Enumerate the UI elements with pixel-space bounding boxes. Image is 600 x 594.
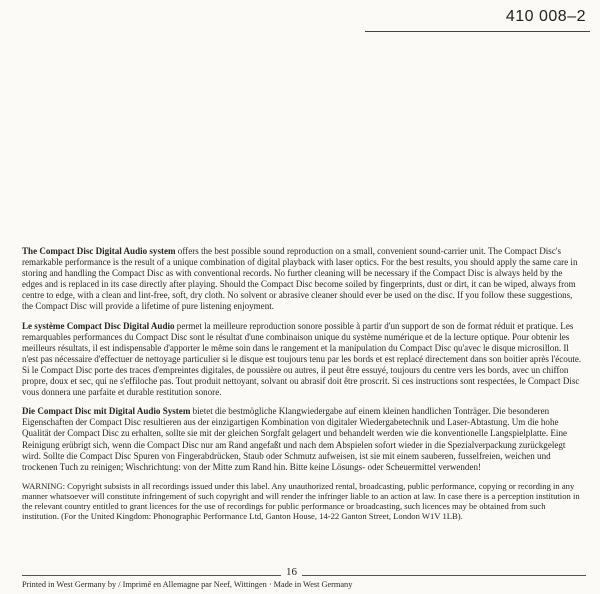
lead-english: The Compact Disc Digital Audio system [22, 246, 176, 256]
paragraph-french [22, 321, 584, 399]
lead-german: Die Compact Disc mit Digital Audio System [22, 406, 191, 417]
printer-imprint: Printed in West Germany by / Imprimé en Allemagne par Neef, Wittingen · Made in West Germany [22, 580, 353, 589]
body-french: permet la meilleure reproduction sonore possible à partir d'un support de son de format réduit et pratique. Les remarquables performances du Compact Disc sont le résultat d'une combinaison unique du système numérique et de la lecture optique. Pour obtenir les meilleurs résultats, il est indispensable d'apporter le même soin dans le rangement et la manipulation du Compact Disc qu'avec le disque microsillon. Il n'est pas nécessaire d'effectuer de nettoyage particulier si le disque est toujours tenu par les bords et est replacé directement dans son boitier après l'écoute. Si le Compact Disc porte des traces d'empreintes digitales, de poussière ou autres, il peut être essuyé, toujours du centre vers les bords, avec un chiffon propre, doux et sec, qui ne s'effiloche pas. Tout produit nettoyant, solvant ou abrasif doit être proscrit. Si ces instructions sont respectées, le Compact Disc vous donnera une parfaite et durable restitution sonore. [22, 320, 582, 398]
paragraph-german [22, 406, 584, 473]
footer-rule [22, 575, 586, 576]
page-number: 16 [281, 566, 302, 579]
lead-french: Le système Compact Disc Digital Audio [22, 320, 175, 331]
copyright-warning: WARNING: Copyright subsists in all recordings issued under this label. Any unauthorized rental, broadcasting, public performance, copying or recording in any manner whatsoever will constitute infringement of such copyright and will render the infringer liable to an action at law. In case there is a perception institution in the relevant country entitled to grant licences for the use of recordings for public performance or broadcasting, such licences may be obtained from such institution. (For the United Kingdom: Phonographic Performance Ltd, Ganton House, 14-22 Ganton Street, London W1V 1LB). [22, 480, 580, 522]
catalog-number: 410 008–2 [505, 8, 586, 25]
text-block [22, 246, 584, 530]
body-german: bietet die bestmögliche Klangwiedergabe auf einem kleinen handlichen Tonträger. Die besonderen Eigenschaften der Compact Disc resultieren aus der einzigartigen Kombination von digitaler Wiedergabetechnik und Laser-Abtastung. Um die hohe Qualität der Compact Disc zu erhalten, sollte sie mit der gleichen Sorgfalt gelagert und behandelt werden wie die konventionelle Langspielplatte. Eine Reinigung erübrigt sich, wenn die Compact Disc nur am Rand angefaßt und nach dem Abspielen sofort wieder in die Spezialverpackung zurückgelegt wird. Sollte die Compact Disc Spuren von Fingerabdrücken, Staub oder Schmutz aufweisen, ist sie mit einem sauberen, fusselfreien, weichen und trockenen Tuch zu reinigen; Wischrichtung: von der Mitte zum Rand hin. Bitte keine Lösungs- oder Scheuermittel verwenden! [22, 406, 567, 472]
body-english: offers the best possible sound reproduction on a small, convenient sound-carrier unit. The Compact Disc's remarkable performance is the result of a unique combination of digital playback with laser optics. For the best results, you should apply the same care in storing and handling the Compact Disc as with conventional records. No further cleaning will be necessary if the Compact Disc is always held by the edges and is replaced in its case directly after playing. Should the Compact Disc become soiled by fingerprints, dust or dirt, it can be wiped, always from centre to edge, with a clean and lint-free, soft, dry cloth. No solvent or abrasive cleaner should ever be used on the disc. If you follow these suggestions, the Compact Disc will provide a lifetime of pure listening enjoyment. [22, 246, 578, 312]
catalog-rule [365, 31, 590, 32]
paragraph-english [22, 246, 584, 313]
